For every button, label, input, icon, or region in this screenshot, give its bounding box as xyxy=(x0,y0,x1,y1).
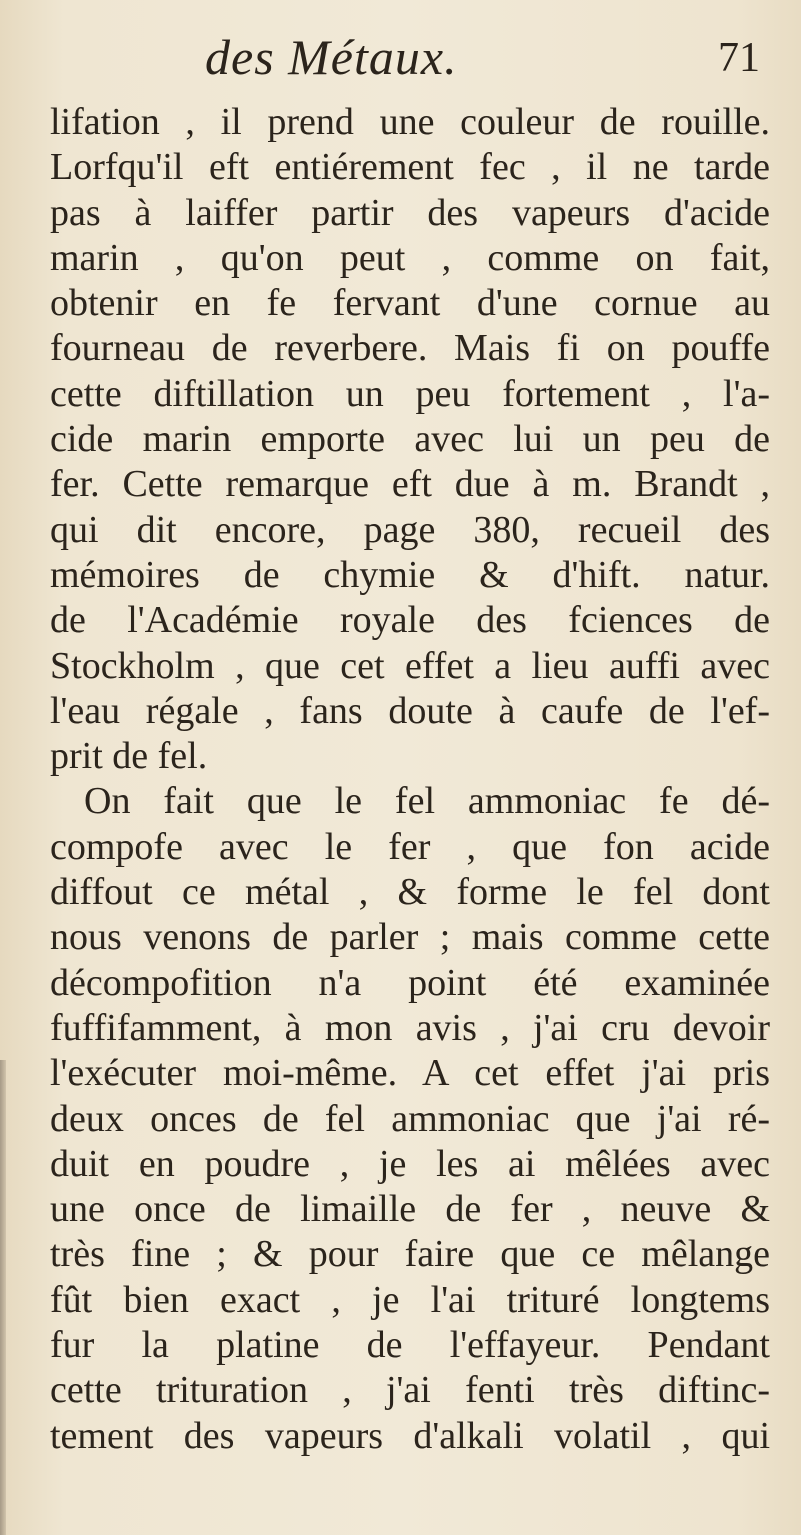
text-line: duit en poudre , je les ai mêlées avec xyxy=(50,1142,770,1185)
text-line: deux onces de fel ammoniac que j'ai ré- xyxy=(50,1097,770,1140)
text-line: fur la platine de l'effayeur. Pendant xyxy=(50,1324,770,1367)
text-line: prit de fel. xyxy=(50,735,208,778)
text-line: très fine ; & pour faire que ce mêlange xyxy=(50,1233,770,1276)
text-line: lifation , il prend une couleur de rouille. xyxy=(50,101,770,143)
text-line: qui dit encore, page 380, recueil des xyxy=(50,508,770,551)
text-line: compofe avec le fer , que fon acide xyxy=(50,825,770,868)
text-line: de l'Académie royale des fciences de xyxy=(50,599,770,642)
text-line: nous venons de parler ; mais comme cette xyxy=(50,916,770,959)
page-header xyxy=(0,28,801,88)
text-line: fût bien exact , je l'ai trituré longtems xyxy=(50,1278,770,1321)
text-line: Stockholm , que cet effet a lieu auffi avec xyxy=(50,644,770,687)
text-line: Lorfqu'il eft entiérement fec , il ne tarde xyxy=(50,146,770,189)
text-line: fer. Cette remarque eft due à m. Brandt , xyxy=(50,463,770,506)
text-line: cette diftillation un peu fortement , l'a- xyxy=(50,372,770,415)
running-title: des Métaux. xyxy=(205,29,458,85)
text-line: marin , qu'on peut , comme on fait, xyxy=(50,236,770,279)
text-line: fourneau de reverbere. Mais fi on pouffe xyxy=(50,327,770,370)
text-line: cide marin emporte avec lui un peu de xyxy=(50,418,770,461)
text-line: l'exécuter moi-même. A cet effet j'ai pris xyxy=(50,1052,770,1095)
text-line: cette trituration , j'ai fenti très diftinc- xyxy=(50,1369,770,1412)
text-line: mémoires de chymie & d'hift. natur. xyxy=(50,553,770,596)
text-line: décompofition n'a point été examinée xyxy=(50,961,770,1004)
text-line: obtenir en fe fervant d'une cornue au xyxy=(50,282,770,325)
text-line: une once de limaille de fer , neuve & xyxy=(50,1188,770,1231)
text-line: fuffifamment, à mon avis , j'ai cru devoir xyxy=(50,1006,770,1049)
body-text xyxy=(50,100,770,1459)
page-number: 71 xyxy=(718,35,760,81)
text-line: On fait que le fel ammoniac fe dé- xyxy=(84,780,770,823)
text-line: l'eau régale , fans doute à caufe de l'ef- xyxy=(50,689,770,732)
text-line: tement des vapeurs d'alkali volatil , qui xyxy=(50,1414,770,1457)
text-line: diffout ce métal , & forme le fel dont xyxy=(50,871,770,914)
page-edge-shadow xyxy=(0,1060,6,1535)
text-line: pas à laiffer partir des vapeurs d'acide xyxy=(50,191,770,234)
